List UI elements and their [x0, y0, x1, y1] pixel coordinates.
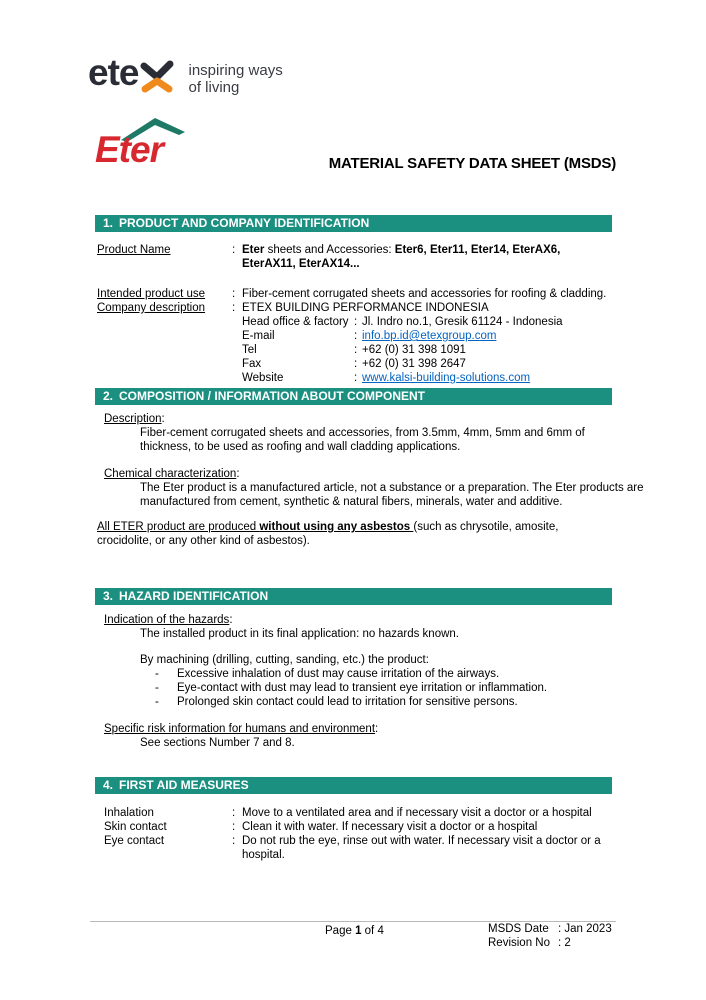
email-link[interactable]: info.bp.id@etexgroup.com	[362, 330, 497, 342]
section4-header-bar	[95, 777, 612, 794]
colon: :	[354, 330, 358, 342]
section1-content	[97, 243, 614, 385]
section2-content	[97, 412, 644, 548]
asbestos-statement-rest: (such as chrysotile, amosite, crocidolite, or any other kind of asbestos).	[97, 521, 559, 547]
section2-header-bar	[95, 388, 612, 405]
head-office-value: Jl. Indro no.1, Gresik 61124 - Indonesia	[362, 316, 563, 328]
skin-contact-value: Clean it with water. If necessary visit a doctor or a hospital	[242, 821, 538, 833]
indication-text: The installed product in its final application: no hazards known.	[140, 628, 459, 640]
intended-use-row	[97, 287, 614, 301]
indication-label: Indication of the hazards	[104, 614, 230, 626]
intended-use-label: Intended product use	[97, 288, 206, 300]
page-current: 1	[355, 925, 362, 937]
colon: :	[229, 614, 233, 626]
colon: :	[232, 244, 236, 256]
contact-row-head-office	[242, 315, 614, 329]
section3-title: HAZARD IDENTIFICATION	[119, 589, 269, 603]
hazard-bullet-1-text: Excessive inhalation of dust may cause irritation of the airways.	[177, 668, 500, 680]
product-name-value	[242, 243, 614, 271]
colon: :	[236, 468, 240, 480]
msds-date-label: MSDS Date	[488, 923, 549, 935]
website-link[interactable]: www.kalsi-building-solutions.com	[362, 372, 531, 384]
eter-logo-text: Eter	[95, 129, 163, 170]
etex-tagline-line1: inspiring ways	[188, 62, 283, 79]
machining-intro: By machining (drilling, cutting, sanding, etc.) the product:	[140, 654, 429, 666]
msds-date-row	[488, 922, 616, 936]
hazard-bullet-2	[155, 681, 614, 695]
page-word: Page	[325, 925, 356, 937]
colon: :	[232, 821, 236, 833]
email-label: E-mail	[242, 330, 275, 342]
colon: :	[161, 413, 165, 425]
contact-block	[242, 315, 614, 385]
hazard-bullet-1	[155, 667, 614, 681]
etex-tagline-line2: of living	[188, 79, 240, 96]
section3-content	[97, 613, 614, 750]
colon: :	[232, 302, 236, 314]
fax-label: Fax	[242, 358, 262, 370]
firstaid-row-eye	[104, 834, 614, 862]
description-heading	[104, 412, 614, 426]
dash: -	[155, 682, 159, 694]
page-total: of 4	[361, 925, 384, 937]
chemical-label: Chemical characterization	[104, 468, 237, 480]
section1-header-bar	[95, 215, 612, 232]
company-description-row	[97, 301, 614, 315]
inhalation-value: Move to a ventilated area and if necessary visit a doctor or a hospital	[242, 807, 592, 819]
etex-tagline	[188, 62, 282, 96]
etex-logo	[88, 52, 283, 98]
contact-row-website	[242, 371, 614, 385]
specific-risk-label: Specific risk information for humans and environment	[104, 723, 376, 735]
section2-title: COMPOSITION / INFORMATION ABOUT COMPONENT	[119, 389, 426, 403]
product-name-models: Eter6, Eter11, Eter14, EterAX6, EterAX11, EterAX14...	[242, 244, 561, 270]
revision-label: Revision No	[488, 937, 550, 949]
colon: :	[232, 288, 236, 300]
asbestos-statement-bold: without using any asbestos	[259, 521, 414, 533]
hazard-bullet-2-text: Eye-contact with dust may lead to transient eye irritation or inflammation.	[177, 682, 548, 694]
product-name-desc: sheets and Accessories:	[264, 244, 395, 256]
asbestos-statement	[97, 520, 587, 548]
firstaid-row-inhalation	[104, 806, 614, 820]
chemical-text: The Eter product is a manufactured article, not a substance or a preparation. The Eter products are manufactured from cement, synthetic & natural fibers, minerals, water and additive.	[140, 482, 644, 508]
section4-number: 4.	[103, 778, 114, 792]
revision-value: : 2	[558, 937, 571, 949]
section4-title: FIRST AID MEASURES	[119, 778, 249, 792]
page-number	[325, 924, 384, 938]
section1-number: 1.	[103, 216, 114, 230]
product-name-row	[97, 243, 614, 271]
section4-content	[104, 806, 614, 862]
company-description-label: Company description	[97, 302, 206, 314]
company-description-value: ETEX BUILDING PERFORMANCE INDONESIA	[242, 302, 489, 314]
eye-contact-value: Do not rub the eye, rinse out with water. If necessary visit a doctor or a hospital.	[242, 835, 601, 861]
chemical-heading	[104, 467, 614, 481]
contact-row-fax	[242, 357, 614, 371]
colon: :	[232, 807, 236, 819]
section1-title: PRODUCT AND COMPANY IDENTIFICATION	[119, 216, 370, 230]
colon: :	[375, 723, 379, 735]
contact-row-email	[242, 329, 614, 343]
tel-value: +62 (0) 31 398 1091	[362, 344, 466, 356]
colon: :	[354, 316, 358, 328]
contact-row-tel	[242, 343, 614, 357]
etex-x-icon	[140, 60, 174, 98]
inhalation-label: Inhalation	[104, 807, 154, 819]
colon: :	[354, 358, 358, 370]
section2-number: 2.	[103, 389, 114, 403]
specific-risk-text: See sections Number 7 and 8.	[140, 737, 295, 749]
fax-value: +62 (0) 31 398 2647	[362, 358, 466, 370]
colon: :	[232, 835, 236, 847]
head-office-label: Head office & factory	[242, 316, 349, 328]
description-text: Fiber-cement corrugated sheets and accessories, from 3.5mm, 4mm, 5mm and 6mm of thickness, to be used as roofing and wall cladding applications.	[140, 427, 585, 453]
section3-number: 3.	[103, 589, 114, 603]
colon: :	[354, 344, 358, 356]
product-name-brand: Eter	[242, 244, 265, 256]
colon: :	[354, 372, 358, 384]
description-label: Description	[104, 413, 162, 425]
firstaid-row-skin	[104, 820, 614, 834]
skin-contact-label: Skin contact	[104, 821, 167, 833]
eye-contact-label: Eye contact	[104, 835, 165, 847]
etex-logo-text: ete	[88, 52, 139, 93]
indication-heading	[104, 613, 614, 627]
hazard-bullet-3	[155, 695, 614, 709]
eter-logo	[95, 118, 205, 178]
hazard-bullet-3-text: Prolonged skin contact could lead to irritation for sensitive persons.	[177, 696, 518, 708]
section3-header-bar	[95, 588, 612, 605]
asbestos-statement-start: All ETER product are produced	[97, 521, 260, 533]
website-label: Website	[242, 372, 284, 384]
dash: -	[155, 668, 159, 680]
revision-row	[488, 936, 616, 950]
specific-risk-heading	[104, 722, 614, 736]
product-name-label: Product Name	[97, 244, 171, 256]
document-title: MATERIAL SAFETY DATA SHEET (MSDS)	[328, 155, 616, 172]
footer-meta	[488, 922, 616, 950]
dash: -	[155, 696, 159, 708]
tel-label: Tel	[242, 344, 257, 356]
intended-use-value: Fiber-cement corrugated sheets and accessories for roofing & cladding.	[242, 288, 607, 300]
msds-date-value: : Jan 2023	[558, 923, 612, 935]
